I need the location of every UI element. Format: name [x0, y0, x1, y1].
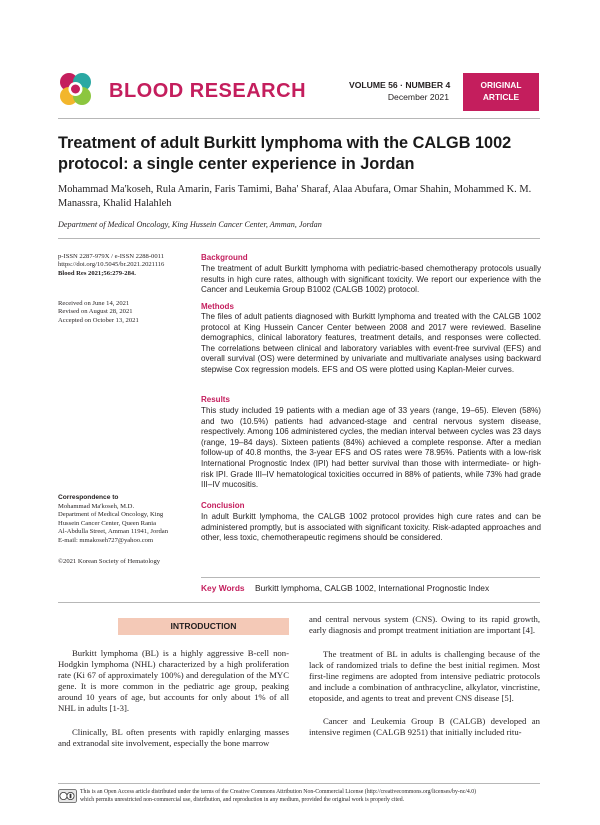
corr-email[interactable]: E-mail: mmakoseh727@yahoo.com	[58, 536, 154, 544]
keywords: Burkitt lymphoma, CALGB 1002, International Prognostic Index	[255, 583, 490, 593]
badge-line-1: ORIGINAL	[480, 80, 522, 90]
results-heading: Results	[201, 395, 230, 404]
license-line-2: which permits unrestricted non-commercial use, distribution, and reproduction in any medium, provided the original work is properly cited.	[80, 796, 405, 803]
journal-logo-icon	[58, 72, 102, 108]
article-type-badge	[463, 73, 539, 111]
conclusion-heading: Conclusion	[201, 501, 245, 510]
background-heading: Background	[201, 253, 248, 262]
license-notice	[80, 789, 542, 804]
issn: p-ISSN 2287-979X / e-ISSN 2288-0011	[58, 253, 164, 260]
accepted-date: Accepted on October 13, 2021	[58, 316, 139, 324]
copyright-icon: ©	[58, 558, 64, 565]
copyright-text: 2021 Korean Society of Hematology	[63, 558, 161, 565]
intro-paragraph-3: The treatment of BL in adults is challenging because of the lack of randomized trials to define the best initial regimen. Most first-line regimens are adopted from intensive pediatric protocols and include a combination of anthracycline, alkylator, vincristine, etoposide, and agents to treat and prevent CNS disease [5].	[309, 649, 540, 704]
license-line-1: This is an Open Access article distributed under the terms of the Creative Commons Attribution Non-Commercial License (http://creativecommons.org/licenses/by-nc/4.0)	[80, 789, 477, 795]
author-list: Mohammad Ma'koseh, Rula Amarin, Faris Tamimi, Baha' Sharaf, Alaa Abufara, Omar Shahin, Mohammed K. M. Manassra, Khalid Halahleh	[58, 184, 532, 209]
background-text: The treatment of adult Burkitt lymphoma with pediatric-based chemotherapy protocols usually results in high cure rates, although with significant toxicity. We report our experience with the Cancer and Leukemia Group B1002 (CALGB 1002) protocol.	[201, 264, 541, 295]
affiliation-divider	[58, 238, 540, 239]
keywords-label: Key Words	[201, 583, 245, 593]
intro-paragraph-2-continued: and central nervous system (CNS). Owing to its rapid growth, early diagnosis and prompt treatment initiation are important [4].	[309, 614, 540, 636]
correspondence-block	[58, 503, 198, 545]
keywords-divider	[201, 577, 540, 578]
affiliation: Department of Medical Oncology, King Hussein Cancer Center, Amman, Jordan	[58, 220, 322, 229]
header-divider	[58, 118, 540, 119]
article-title: Treatment of adult Burkitt lymphoma with the CALGB 1002 protocol: a single center experience in Jordan	[58, 134, 512, 173]
conclusion-text: In adult Burkitt lymphoma, the CALGB 1002 protocol provides high cure rates and can be administered promptly, but is associated with significant toxicity. Risk-adapted approaches and other, less toxic, chemotherapeutic regimens should be considered.	[201, 512, 541, 543]
introduction-heading: INTRODUCTION	[118, 618, 289, 635]
intro-paragraph-2: Clinically, BL often presents with rapidly enlarging masses and extranodal site involvement, especially the bone marrow	[58, 727, 289, 749]
corr-address-2: Hussein Cancer Center, Queen Rania	[58, 519, 157, 527]
copyright-line	[58, 558, 198, 565]
corr-address-3: Al-Abdulla Street, Amman 11941, Jordan	[58, 528, 169, 536]
journal-name: BLOOD RESEARCH	[109, 80, 307, 102]
received-date: Received on June 14, 2021	[58, 300, 130, 307]
citation: Blood Res 2021;56:279-284.	[58, 269, 136, 277]
volume-number: VOLUME 56 · NUMBER 4	[349, 80, 451, 90]
doi-link[interactable]: https://doi.org/10.5045/br.2021.2021116	[58, 261, 165, 269]
correspondence-heading: Correspondence to	[58, 494, 119, 501]
badge-line-2: ARTICLE	[482, 92, 520, 102]
methods-heading: Methods	[201, 302, 234, 311]
issue-date: December 2021	[387, 92, 449, 102]
intro-paragraph-4: Cancer and Leukemia Group B (CALGB) developed an intensive regimen (CALGB 9251) that initially included ritu-	[309, 716, 540, 738]
methods-text: The files of adult patients diagnosed with Burkitt lymphoma and treated with the CALGB 1002 protocol at King Hussein Cancer Center between 2008 and 2017 were reviewed. Baseline demographics, clinical laboratory features, treatment details, and responses were collected. The correlations between clinical and laboratory variables with event-free survival (EFS) and overall survival (OS) were determined by univariate and multivariate analyses using backward stepwise Cox regression models. EFS and OS were plotted using Kaplan-Meier curves.	[201, 312, 541, 374]
article-dates	[58, 300, 198, 325]
results-text: This study included 19 patients with a median age of 33 years (range, 19–65). Eleven (58%) and two (10.5%) patients had advanced-stage and central nervous system disease, respectively. Among 106 administered cycles, the median interval between cycles was 23 days (range, 19–84 days). Sixteen patients (84%) achieved a complete response. After a median follow-up of 40.8 months, the 3-year EFS and OS rates were 78.95%. Patients with a low-risk International Prognostic Index (IPI) had better survival than those with intermediate- or high-risk IPI. Grade III–IV hematological toxicities occurred in 88% of patients, while 73% had grade III–IV mucositis.	[201, 406, 541, 490]
cc-by-nc-icon	[58, 789, 77, 803]
corr-address-1: Department of Medical Oncology, King	[58, 511, 164, 519]
main-divider	[58, 602, 540, 603]
corr-name: Mohammad Ma'koseh, M.D.	[58, 503, 135, 510]
intro-paragraph-1: Burkitt lymphoma (BL) is a highly aggressive B-cell non-Hodgkin lymphoma (NHL) characterized by a high proliferation rate (Ki 67 of approximately 100%) and deregulation of the MYC gene. It is more common in the pediatric age group, peaking around 10 years of age, but accounts for only about 1% of all NHL in adults [1-3].	[58, 648, 289, 714]
revised-date: Revised on August 28, 2021	[58, 308, 133, 316]
footer-divider	[58, 783, 540, 784]
article-identifiers	[58, 253, 198, 278]
